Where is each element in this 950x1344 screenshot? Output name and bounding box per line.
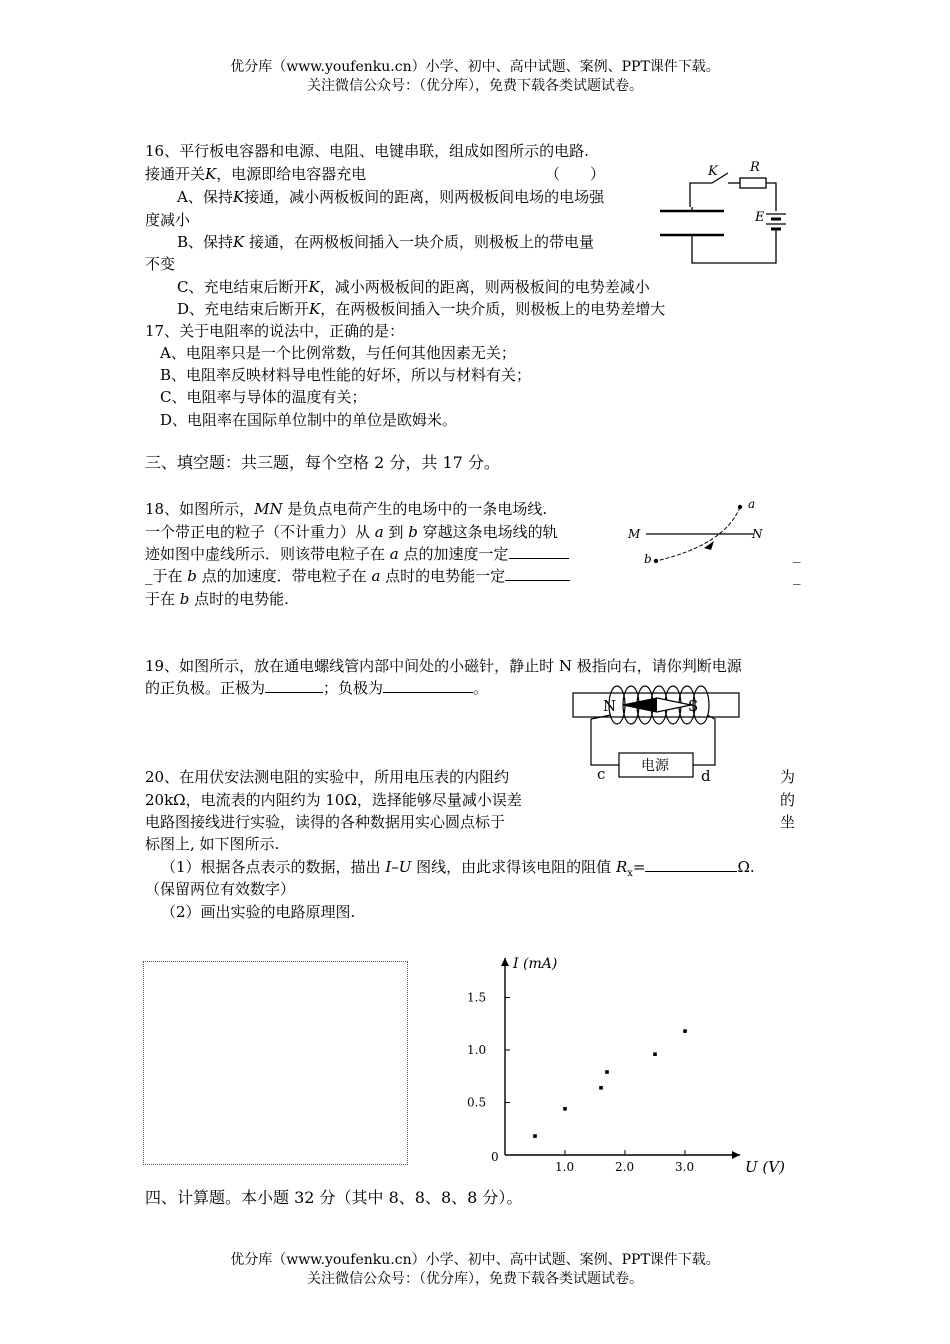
q18-blank-1-tail: _ [793, 545, 801, 563]
q16-c-part1: C、充电结束后断开 [177, 278, 309, 296]
y-axis-label: I (mA) [513, 956, 558, 972]
iu-scatter-chart [455, 955, 785, 1180]
q18-blank-1[interactable] [509, 543, 569, 559]
label-n: N [752, 527, 763, 541]
q20-line-2-end: 的 [780, 791, 796, 809]
q17-option-c: C、电阻率与导体的温度有关； [160, 388, 367, 406]
origin-label: 0 [491, 1150, 499, 1164]
q19-line-2 [145, 677, 488, 699]
q16-option-a [177, 186, 604, 208]
data-point [533, 1134, 537, 1138]
q16-option-c [177, 276, 650, 298]
q18-a-2: a [389, 545, 399, 563]
wire-left [591, 715, 619, 765]
data-point [605, 1070, 609, 1074]
q16-d-part1: D、充电结束后断开 [177, 300, 310, 318]
q20-line-3: 电路图接线进行实验，读得的各种数据用实心圆点标于 [145, 813, 506, 831]
label-r: R [750, 160, 760, 175]
point-a [738, 505, 742, 509]
q18-l4a: _于在 [145, 567, 188, 585]
y-axis-arrow [501, 958, 509, 966]
label-n-pole: N [603, 697, 617, 715]
q19-blank-negative[interactable] [383, 677, 473, 693]
q16-stem-2b: ，电源即给电容器充电 [216, 165, 367, 183]
q16-option-b-cont: 不变 [145, 255, 176, 273]
q16-option-b [177, 231, 594, 253]
solenoid-diagram [565, 683, 745, 783]
q18-mn: MN [254, 500, 283, 518]
q16-k-var: K [205, 165, 217, 183]
q19-l2a: 的正负极。正极为 [145, 679, 266, 697]
q20-eq: = [632, 858, 646, 876]
q19-l2b: ；负极为 [323, 679, 384, 697]
q18-l1b: 是负点电荷产生的电场中的一条电场线. [282, 500, 548, 518]
wire-right-top [766, 183, 776, 211]
q18-l2c: 穿越这条电场线的轨 [417, 523, 558, 541]
q18-l2b: 到 [383, 523, 409, 541]
q17-option-b: B、电阻率反映材料导电性能的好坏，所以与材料有关； [160, 366, 532, 384]
q16-stem-line-2 [145, 163, 366, 185]
q16-option-d [177, 298, 665, 320]
q18-a: a [374, 523, 384, 541]
q16-a-k: K [232, 188, 245, 206]
direction-arrow [704, 541, 714, 550]
wire-left-top [690, 183, 712, 207]
q16-d-k: K [309, 300, 321, 318]
label-b: b [644, 552, 652, 566]
label-d: d [701, 767, 711, 783]
field-line-diagram [620, 495, 770, 575]
label-s-pole: S [688, 697, 699, 715]
q16-b-part2: 接通，在两极板间插入一块介质，则极板上的带电量 [244, 233, 595, 251]
x-axis-arrow [732, 1151, 740, 1159]
q18-b: b [408, 523, 418, 541]
q18-a-3: a [371, 567, 381, 585]
q16-b-part1: B、保持 [177, 233, 234, 251]
q20-part-2: （2）画出实验的电路原理图. [161, 903, 356, 921]
q16-c-part2: ，减小两极板间的距离，则两极板间的电势差减小 [319, 278, 650, 296]
q18-blank-2-tail: _ [793, 567, 801, 585]
q20-part-1-note: （保留两位有效数字） [145, 880, 296, 898]
q17-stem: 17、关于电阻率的说法中，正确的是： [145, 322, 405, 340]
compass-needle-dark-half [623, 698, 657, 712]
point-b [654, 559, 658, 563]
section-3-heading: 三、填空题：共三题，每个空格 2 分，共 17 分。 [145, 453, 500, 472]
chart-axes [501, 956, 785, 1176]
q16-answer-paren: （ ） [545, 165, 606, 183]
data-point [683, 1029, 687, 1033]
q16-a-part2: 接通，减小两板板间的距离，则两极板间电场的电场强 [244, 188, 605, 206]
q20-line-1-end: 为 [780, 768, 796, 786]
q19-line-1: 19、如图所示，放在通电螺线管内部中间处的小磁针，静止时 N 极指向右，请你判断电源 [145, 657, 742, 675]
data-point [563, 1107, 567, 1111]
capacitor-circuit-diagram [650, 155, 790, 267]
q18-l2a: 一个带正电的粒子（不计重力）从 [145, 523, 375, 541]
q16-stem-line-1: 16、平行板电容器和电源、电阻、电键串联，组成如图所示的电路. [145, 142, 589, 160]
q18-line-3 [145, 543, 569, 565]
circuit-drawing-box[interactable] [143, 961, 408, 1165]
q19-blank-positive[interactable] [265, 677, 323, 693]
label-a: a [748, 497, 756, 511]
q20-line-4: 标图上, 如下图所示. [145, 835, 280, 853]
q17-option-d: D、电阻率在国际单位制中的单位是欧姆米。 [160, 411, 458, 429]
x-axis-label: U (V) [745, 1158, 785, 1176]
data-point [653, 1052, 657, 1056]
chart-ticks [467, 991, 694, 1175]
q16-d-part2: ，在两极板间插入一块介质，则极板上的电势差增大 [320, 300, 666, 318]
x-tick-label: 3.0 [675, 1160, 695, 1174]
q20-iu: I–U [385, 858, 412, 876]
q20-ohm: Ω. [737, 858, 755, 876]
label-c: c [597, 765, 606, 783]
q20-blank-resistance[interactable] [645, 856, 737, 872]
label-e: E [755, 210, 765, 225]
q20-rx-sub: x [627, 868, 633, 879]
footer-line-2: 关注微信公众号：（优分库），免费下载各类试题试卷。 [307, 1271, 643, 1287]
resistor-r [740, 178, 766, 188]
q18-line-5 [145, 588, 289, 610]
x-tick-label: 1.0 [555, 1160, 575, 1174]
header-line-2: 关注微信公众号：（优分库），免费下载各类试题试卷。 [307, 78, 643, 94]
q18-line-1 [145, 498, 547, 520]
q18-l4b: 点的加速度．带电粒子在 [196, 567, 372, 585]
q18-l1a: 18、如图所示， [145, 500, 255, 518]
q20-line-1: 20、在用伏安法测电阻的实验中，所用电压表的内阻约 [145, 768, 510, 786]
q18-b-2: b [187, 567, 197, 585]
q16-b-k: K [233, 233, 245, 251]
x-tick-label: 2.0 [615, 1160, 635, 1174]
q18-b-3: b [179, 590, 190, 608]
label-power-source: 电源 [641, 758, 669, 774]
q18-l4c: 点时的电势能一定 [380, 567, 506, 585]
label-k: K [708, 164, 718, 179]
q16-a-part1: A、保持 [177, 188, 233, 206]
q20-rx-r: R [615, 858, 628, 876]
header-line-1: 优分库（www.youfenku.cn）小学、初中、高中试题、案例、PPT课件下载。 [230, 59, 720, 75]
y-tick-label: 1.5 [467, 990, 487, 1005]
y-tick-label: 0.5 [467, 1095, 487, 1110]
q20-p1a: （1）根据各点表示的数据，描出 [161, 858, 386, 876]
footer-line-1: 优分库（www.youfenku.cn）小学、初中、高中试题、案例、PPT课件下载。 [230, 1252, 720, 1268]
data-point [599, 1086, 603, 1090]
q18-l3a: 迹如图中虚线所示．则该带电粒子在 [145, 545, 390, 563]
q18-blank-2[interactable] [505, 565, 570, 581]
q16-option-a-cont: 度减小 [145, 211, 191, 229]
q16-c-k: K [308, 278, 320, 296]
q16-stem-2a: 接通开关 [145, 165, 206, 183]
q18-l5b: 点时的电势能. [189, 590, 289, 608]
q20-line-3-end: 坐 [780, 813, 796, 831]
q18-l3b: 点的加速度一定 [398, 545, 509, 563]
q18-line-2 [145, 521, 558, 543]
label-m: M [628, 527, 641, 541]
q18-l5a: 于在 [145, 590, 180, 608]
q20-line-2: 20kΩ，电流表的内阻约为 10Ω，选择能够尽量减小误差 [145, 791, 522, 809]
q20-p1b: 图线，由此求得该电阻的阻值 [411, 858, 616, 876]
y-tick-label: 1.0 [467, 1043, 487, 1057]
chart-points [533, 1029, 687, 1138]
q17-option-a: A、电阻率只是一个比例常数，与任何其他因素无关； [160, 344, 516, 362]
q18-line-4 [145, 565, 570, 587]
q19-l2c: 。 [473, 679, 489, 697]
section-4-heading: 四、计算题。本小题 32 分（其中 8、8、8、8 分）。 [145, 1188, 523, 1207]
